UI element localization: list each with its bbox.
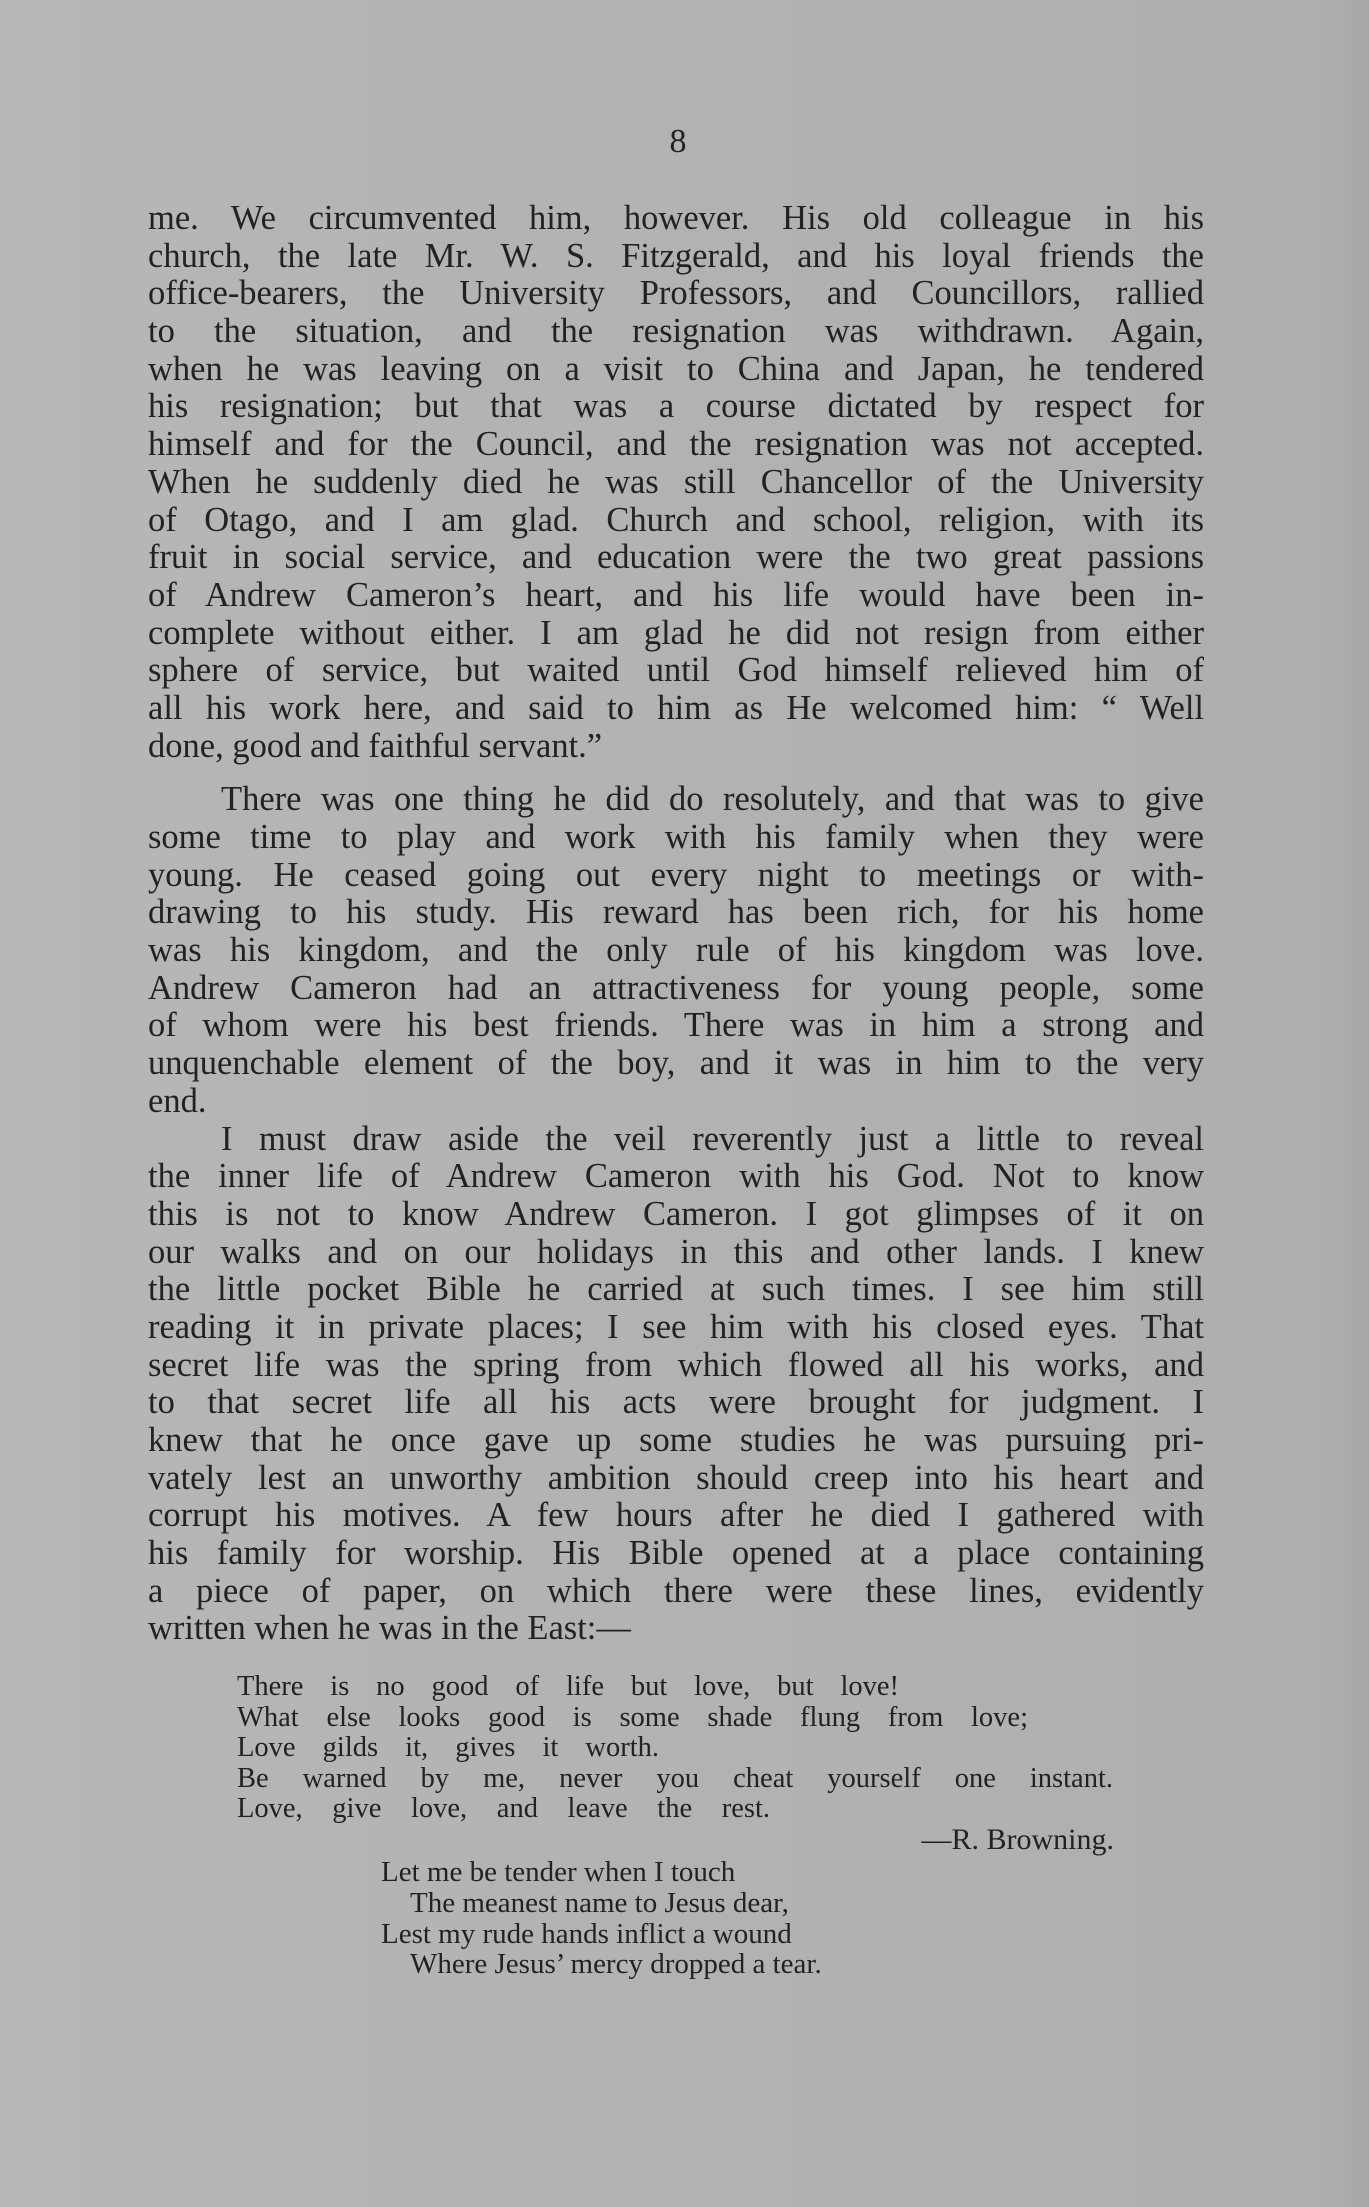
text-line: written when he was in the East:— [148,1609,631,1648]
text-line: secret life was the spring from which flowed all his works, and [148,1345,1204,1384]
paragraph-gap [148,765,1204,781]
text-line: me. We circumvented him, however. His old colleague in his [148,199,1204,237]
poem-line: Where Jesus’ mercy dropped a tear. [410,1948,822,1981]
text-line: when he was leaving on a visit to China and Japan, he tendered [148,349,1204,388]
text-line: the inner life of Andrew Cameron with his God. Not to know [148,1157,1204,1196]
text-line: his family for worship. His Bible opened at a place containing [148,1534,1204,1573]
paragraph-1 [148,200,1204,765]
text-line: some time to play and work with his family when they were [148,818,1204,856]
text-line: all his work here, and said to him as He welcomed him: “ Well [148,688,1204,727]
text-line: of whom were his best friends. There was in him a strong and [148,1006,1204,1045]
poem-line: Love gilds it, gives it worth. [237,1732,659,1763]
text-line: reading it in private places; I see him with his closed eyes. That [148,1307,1204,1346]
text-line: our walks and on our holidays in this and other lands. I knew [148,1232,1204,1271]
text-line: knew that he once gave up some studies he was pursuing pri- [148,1421,1204,1459]
text-line: fruit in social service, and education were the two great passions [148,538,1204,577]
text-line: There was one thing he did do resolutely, and that was to give [221,780,1204,819]
hymn-verse [381,1857,981,1980]
text-line: done, good and faithful servant.” [148,726,603,765]
text-line: the little pocket Bible he carried at such times. I see him still [148,1270,1204,1309]
poem-line: Let me be tender when I touch [381,1856,736,1888]
browning-quote [237,1672,1113,1825]
poem-line: Lest my rude hands inflict a wound [381,1917,792,1950]
text-line: to that secret life all his acts were brought for judgment. I [148,1383,1204,1422]
text-line: to the situation, and the resignation was withdrawn. Again, [148,312,1204,351]
text-line: a piece of paper, on which there were these lines, evidently [148,1571,1204,1610]
text-line: office-bearers, the University Professors, and Councillors, rallied [148,274,1204,313]
text-line: I must draw aside the veil reverently just a little to reveal [221,1119,1204,1158]
poem-attribution: —R. Browning. [921,1823,1114,1856]
text-line: When he suddenly died he was still Chancellor of the University [148,462,1204,501]
text-line: vately lest an unworthy ambition should creep into his heart and [148,1458,1204,1497]
poem-line: What else looks good is some shade flung from love; [237,1701,1028,1733]
text-line: of Andrew Cameron’s heart, and his life would have been in- [148,575,1204,614]
text-line: sphere of service, but waited until God himself relieved him of [148,651,1204,690]
body-text [148,200,1204,1648]
poem-line: Be warned by me, never you cheat yourself one instant. [237,1762,1113,1794]
text-line: was his kingdom, and the only rule of his kingdom was love. [148,931,1204,970]
text-line: his resignation; but that was a course dictated by respect for [148,387,1204,426]
text-line: himself and for the Council, and the resignation was not accepted. [148,425,1204,464]
text-line: end. [148,1081,207,1120]
text-line: church, the late Mr. W. S. Fitzgerald, and his loyal friends the [148,236,1204,275]
text-line: complete without either. I am glad he did not resign from either [148,613,1204,652]
text-line: this is not to know Andrew Cameron. I got glimpses of it on [148,1194,1204,1233]
paragraph-2 [148,781,1204,1120]
paragraph-3 [148,1121,1204,1649]
text-line: corrupt his motives. A few hours after he died I gathered with [148,1496,1204,1535]
text-line: drawing to his study. His reward has been rich, for his home [148,893,1204,932]
text-line: young. He ceased going out every night to meetings or with- [148,855,1204,894]
poem-line: Love, give love, and leave the rest. [237,1793,770,1824]
poem-line: The meanest name to Jesus dear, [410,1886,789,1919]
text-line: of Otago, and I am glad. Church and school, religion, with its [148,500,1204,539]
text-line: Andrew Cameron had an attractiveness for young people, some [148,968,1204,1007]
text-line: unquenchable element of the boy, and it was in him to the very [148,1044,1204,1083]
page-edge-shadow [1339,0,1369,2207]
page-number: 8 [669,123,687,160]
poem-line: There is no good of life but love, but love! [237,1671,899,1702]
